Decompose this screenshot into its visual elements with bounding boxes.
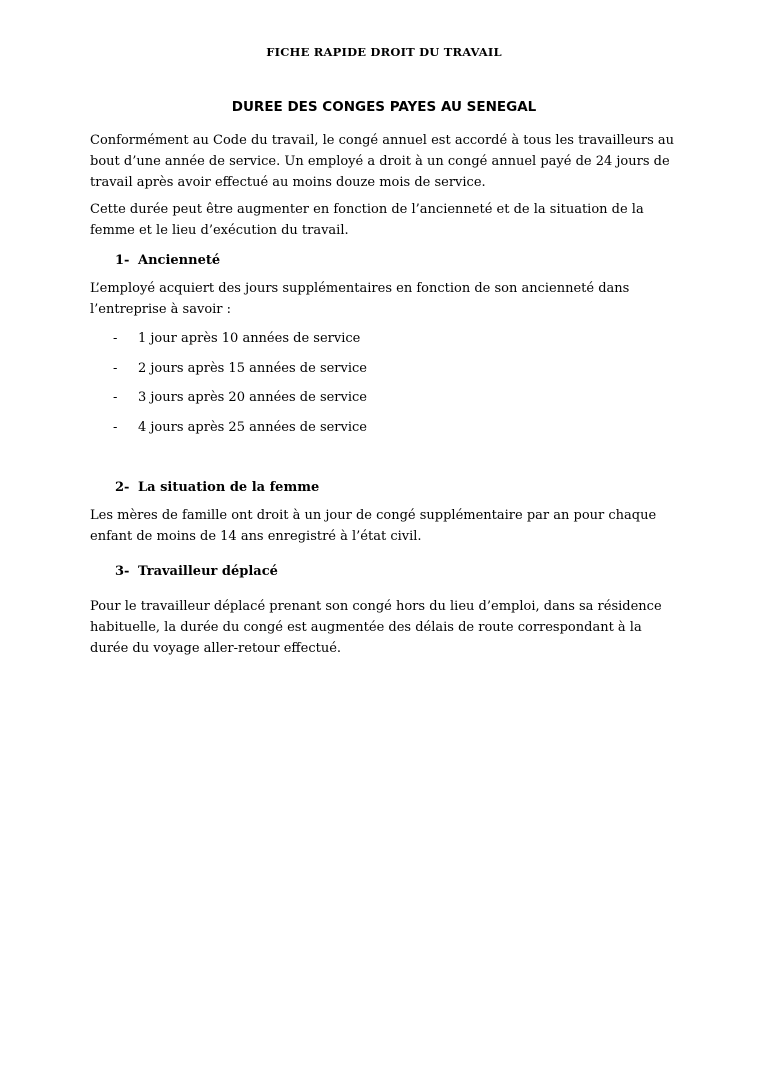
section-1-paragraph: L’employé acquiert des jours supplémentaires en fonction de son ancienneté dans l’entreprise à savoir : [90, 281, 630, 317]
intro-paragraph: Conformément au Code du travail, le congé annuel est accordé à tous les travailleurs au bout d’une année de service. Un employé a droit à un congé annuel payé de 24 jours de travail après avoir effectué au moins douze mois de service. [90, 133, 675, 190]
list-item [113, 358, 367, 388]
list-item [113, 387, 367, 417]
section-3-paragraph: Pour le travailleur déplacé prenant son congé hors du lieu d’emploi, dans sa résidence habituelle, la durée du congé est augmentée des délais de route correspondant à la durée du voyage aller-retour effectué. [90, 599, 662, 656]
document-title: DUREE DES CONGES PAYES AU SENEGAL [231, 99, 537, 115]
list-item-text: 4 jours après 25 années de service [138, 420, 367, 436]
section-3-title: Travailleur déplacé [138, 564, 278, 579]
list-item-text: 2 jours après 15 années de service [138, 360, 367, 376]
section-2-heading [115, 477, 319, 498]
header-title: FICHE RAPIDE DROIT DU TRAVAIL [266, 45, 502, 59]
bullet-dash: - [113, 420, 118, 436]
list-item-text: 3 jours après 20 années de service [138, 390, 367, 406]
list-item [113, 417, 367, 447]
bullet-dash: - [113, 390, 118, 406]
section-3-number: 3- [115, 564, 130, 579]
section-1-title: Ancienneté [138, 253, 221, 268]
list-item-text: 1 jour après 10 années de service [138, 331, 361, 346]
bullet-dash: - [113, 360, 118, 376]
augment-paragraph: Cette durée peut être augmenter en fonction de l’ancienneté et de la situation de la femme et le lieu d’exécution du travail. [90, 202, 644, 238]
section-1-number: 1- [115, 253, 130, 268]
section-2-number: 2- [115, 480, 130, 495]
bullet-dash: - [113, 331, 118, 346]
section-3-heading [115, 561, 278, 582]
seniority-list [113, 328, 367, 447]
section-2-title: La situation de la femme [138, 480, 320, 495]
section-1-heading [115, 250, 220, 271]
section-2-paragraph: Les mères de famille ont droit à un jour de congé supplémentaire par an pour chaque enfant de moins de 14 ans enregistré à l’état civil. [90, 508, 657, 544]
list-item [113, 328, 367, 358]
